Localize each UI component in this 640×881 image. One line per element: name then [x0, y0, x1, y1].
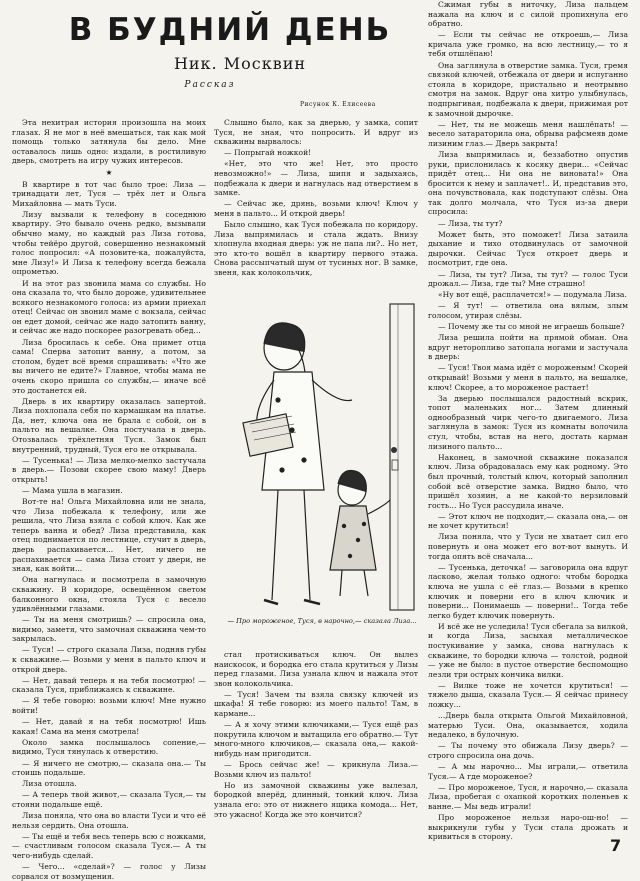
paragraph: — Я тут! — ответила она вялым, злым голосом, утирая слёзы. [428, 301, 628, 320]
story-title: В БУДНИЙ ДЕНЬ [68, 12, 392, 48]
text-column-2-bottom [214, 650, 418, 846]
paragraph: — А теперь твой живот,— сказала Туся,— ты стояни подальше ещё. [12, 790, 206, 809]
paragraph: — Я тебе говорю: возьми ключ! Мне нужно войти! [12, 696, 206, 716]
paragraph: Эта нехитрая история произошла на моих глазах. Я не мог в неё вмешаться, так как мой помощь только затянула бы дело. Мне оставалось лишь одно: издали, в ростиливую дверь, смотреть на игру чужих интересов. [12, 118, 206, 166]
paragraph: — Ты почему это обижала Лизу дверь? — строго спросила она дочь. [428, 741, 628, 761]
paragraph: Она нагнулась и посмотрела в замочную скважину. В коридоре, освещённом светом балконного окна, стояла Туся с весело удивлёнными глазами. [12, 575, 206, 614]
paragraph: ★ [105, 167, 113, 177]
paragraph: — Ты на меня смотришь? — спросила она, видимо, заметя, что замочная скважина чем-то закрылась. [12, 615, 206, 644]
text-column-3 [428, 0, 628, 846]
paragraph: ...Дверь была открыта Ольгой Михайловной, матерью Туси. Она, оказывается, ходила недалеко, в булочную. [428, 711, 628, 740]
paragraph: — Туся! Зачем ты взяла связку ключей из шкафа! Я тебе говорю: из моего пальто! Там, в кармане... [214, 689, 418, 719]
paragraph: Но из замочной скважины уже вылезал, бородкой вперёд, длинный, тонкий ключ. Лиза узнала его: это от нижнего ящика комода... Нет, это ужасно! Когда же это кончится? [214, 780, 418, 819]
paragraph: И всё же не уследила! Туся сбегала за вилкой, и когда Лиза, засыхая металлическое постукивание у замка, снова нагнулась к скважине, то бородки ключа — толстой, родной — уже не было: в пустое отверстие беспомощно лезли три острых кончика вилки. [428, 621, 628, 679]
paragraph: Лизу вызвали к телефону в соседнюю квартиру. Это бывало очень редко, вызывали обычно маму, но каждый раз Лиза готова, чтобы тейёро другой, совершенно незнакомый голос попросил: «А позовите-ка, пожалуйста, мне Лизу!» И Лиза к телефону всегда бежала опрометью. [12, 209, 206, 277]
paragraph: — Почему же ты со мной не играешь больше? [438, 322, 625, 331]
paragraph: Сжимая губы в ниточку, Лиза пальцем нажала на ключ и с силой пропихнула его обратно. [428, 0, 628, 29]
paragraph: За дверью послышался радостный вскрик, топот маленьких ног... Затем длинный однообразный чирк чего-то двигаемого. Лиза заглянула в замок: Туся из комнаты волочила стул, чтобы, встав на него, достать карман лизиного пальто... [428, 393, 628, 451]
paragraph: Дверь в их квартиру оказалась запертой. Лиза похлопала себя по кармашкам на платье. Да, нет, ключа она не брала с собой, он в пальто на вешалке. Она постучала в дверь. Отозвалась трёхлетняя Туся. Замок был внутренний, трудный, Туся его не открывала. [12, 396, 206, 454]
paragraph: — Лиза, ты тут? [438, 218, 503, 228]
page-number: 7 [610, 836, 622, 855]
paragraph: Было слышно, как Туся побежала по коридору. Лиза выпрямилась и стала ждать. Внизу хлопнула входная дверь: уж не папа ли?.. Но нет, это кто-то вошёл в квартиру первого этажа. Снова рассыпчатый шум от тусиных ног. В замке, звеня, как колокольчик, [214, 219, 418, 277]
paragraph: Лиза отошла. [22, 779, 77, 789]
text-column-2 [214, 118, 418, 296]
paragraph: — Сейчас же, дрянь, возьми ключ! Ключ у меня в пальто... И открой дверь! [214, 199, 418, 218]
genre-label: Рассказ [184, 80, 236, 90]
paragraph: Лиза выпрямилась и, беззаботно опустив руки, прислонилась к косяку двери... «Сейчас придёт отец... Ни она не виновата!» Она бросится к нему и заплачет!.. И, представив это, она почувствовала, как подступают слёзы. Она так долго молчала, что Туся из-за двери спросила: [428, 149, 628, 217]
paragraph: — Этот ключ не подходит,— сказала она,— он не хочет крутиться! [428, 511, 628, 531]
paragraph: Может быть, это поможет! Лиза затаила дыхание и тихо отодвинулась от замочной дырочки. Сейчас Туся откроет дверь и посмотрит, где она. [428, 229, 628, 268]
paragraph: Лиза поняла, что у Туси не хватает сил его повернуть и она может его вот-вот вынуть. И тогда опять всё сначала... [428, 532, 628, 561]
paragraph: Она заглянула в отверстие замка. Туся, гремя связкой ключей, отбежала от двери и испуганно стояла в коридоре, пристально и неотрывно смотря на замок. Вдруг она хитро улыбнулась, подпрыгивая, подбежала к двери, прижимая рот к замочной дырочке. [428, 60, 628, 118]
paragraph: В квартире в тот час было трое: Лиза — тринадцати лет, Туся — трёх лет и Ольга Михайловна — мать Туси. [12, 179, 206, 208]
paragraph: — Брось сейчас же! — крикнула Лиза.— Возьми ключ из пальто! [214, 760, 418, 779]
paragraph: — Ты ещё и тебя весь теперь всю с ножками,— счастливым голосом сказала Туся.— А ты чего-нибудь сделай. [12, 831, 206, 860]
illustrator-credit: Рисунок К. Елисеева [300, 101, 376, 108]
paragraph: — Тусенька, деточка! — заговорила она вдруг ласково, желая только одного: чтобы бородка ключа не ушла с её глаз.— Возьми в крепко ключик и поверни его в ключ ключик и поверни... Понимаешь — поверни!.. Тогда тебе легко будет ключик повернуть. [428, 562, 628, 620]
author-byline: Ник. Москвин [173, 54, 307, 73]
paragraph: — А я хочу этими ключиками,— Туся ещё раз покрутила ключом и вытащила его обратно.— Тут много-много ключиков,— сказала она,— какой-нибудь нам пригодится. [214, 720, 418, 758]
paragraph: — Про мороженое, Туся, я нарочно,— сказала Лиза, пробегая с охапкой коротких поленьев к ванне.— Мы ведь играли! [428, 782, 628, 811]
paragraph: Лиза бросилась к себе. Она примет отца сама! Сперва затопит ванну, а потом, за столом, будет всё время спрашивать: «Что же вы ничего не едите?» Главное, чтобы мама не очень скоро пришла со службы,— иначе всё это достанется ей. [12, 337, 206, 395]
paragraph: — Мама ушла в магазин. [22, 485, 123, 495]
paragraph: «Нет, это что же! Нет, это просто невозможно!» — Лиза, шипя и задыхаясь, подбежала к двери и нагнулась над отверстием в замке. [214, 159, 418, 198]
paragraph: — Вилке тоже не хочется крутиться! — тяжело дыша, сказала Туся.— Я сейчас принесу ложку... [428, 680, 628, 710]
paragraph: Около замка послышалось сопение,— видимо, Туся тянулась к отверстию. [12, 737, 206, 757]
paragraph: — Нет, давай теперь я на тебя посмотрю! — сказала Туся, приближаясь к скважине. [12, 675, 206, 695]
paragraph: И на этот раз звонила мама со службы. Но она сказала то, что было дороже, удивительнее всякого незнакомого голоса: из армии приехал отец! Сейчас он звонил маме с вокзала, сейчас он едет домой, сейчас же надо затопить ванну, и сейчас же надо поскорее разогревать обед... [12, 278, 206, 336]
paragraph: Наконец, в замочной скважине показался ключ. Лиза обрадовалась ему как родному. Это был прочный, толстый ключ, который заполнил собой всё отверстие замка. Видно было, что пришёл хозяин, а не какой-то верзиловый гость... Но Туся рассудила иначе. [428, 452, 628, 510]
paragraph: «Ну вот ещё, расплачется!» — подумала Лиза. [438, 290, 627, 300]
paragraph: Про мороженое нельзя наро-ош-но! — выкрикнули губы у Туси стала дрожать и кривиться в сторону. [428, 813, 628, 842]
paragraph: — А мы нарочно... Мы играли,— ответила Туся.— А где мороженое? [428, 762, 628, 781]
text-column-1 [12, 118, 206, 881]
paragraph: — Тусенька! — Лиза мелко-мелко застучала в дверь.— Позови скорее свою маму! Дверь открыть! [12, 455, 206, 484]
illustration-two-girls [212, 300, 424, 630]
paragraph: Слышно было, как за дверью, у замка, сопит Туся, не зная, что попросить. И вдруг из скважины вырвалось: [214, 118, 418, 147]
paragraph: — Лиза, ты тут? Лиза, ты тут? — голос Туси дрожал.— Лиза, где ты? Мне страшно! [428, 269, 628, 289]
paragraph: Лиза решила пойти на прямой обман. Она вдруг неторопливо затопала ногами и застучала в дверь: [428, 333, 628, 362]
paragraph: — Если ты сейчас не откроешь,— Лиза кричала уже громко, на всю лестницу,— то я тебя отшлёпаю! [428, 30, 628, 59]
paragraph: — Туся! — строго сказала Лиза, подняв губы к скважине.— Возьми у меня в пальто ключ и открой дверь. [12, 645, 206, 674]
illustration-caption: — Про мороженое, Туся, в нарочно,— сказала Лиза... [227, 617, 417, 625]
paragraph: — Я ничего не смотрю,— сказала она.— Ты стоишь подальше. [12, 758, 206, 778]
paragraph: — Нет, ты не можешь меня нашлёпать! — весело затараторила она, обрыва рафсмеяв доме лизиним глаз.— Дверь закрыта! [428, 119, 628, 148]
paragraph: Вот-те на! Ольга Михайловна или не знала, что Лиза побежала к телефону, или же решила, что Лиза взяла с собой ключ. Как же теперь ванна и обед? Лиза представила, как отец поднимается по лестнице, стучит в дверь, дверь распахивается... Нет, ничего не распахивается — сама Лиза стоит у двери, не зная, как войти... [12, 497, 206, 574]
paragraph: — Чего... «сделай»? — голос у Лизы сорвался от возмущения. [12, 861, 206, 881]
paragraph: — Туся! Твоя мама идёт с мороженым! Скорей открывай! Возьми у меня в пальто, на вешалке, ключ! Скорее, а то мороженое растает! [428, 363, 628, 392]
paragraph: — Нет, давай я на тебя посмотрю! Ишь какая! Сама на меня смотрела! [12, 717, 206, 736]
paragraph: — Попрыгай ножкой! [224, 148, 312, 158]
paragraph: стал протискиваться ключ. Он вылез наискосок, и бородка его стала крутиться у Лизы перед глазами. Лиза узнала ключ и нажала этот звон колокольчика. [214, 650, 418, 688]
paragraph: Лиза поняла, что она во власти Туси и что её нельзя сердить. Она отошла. [12, 810, 206, 830]
